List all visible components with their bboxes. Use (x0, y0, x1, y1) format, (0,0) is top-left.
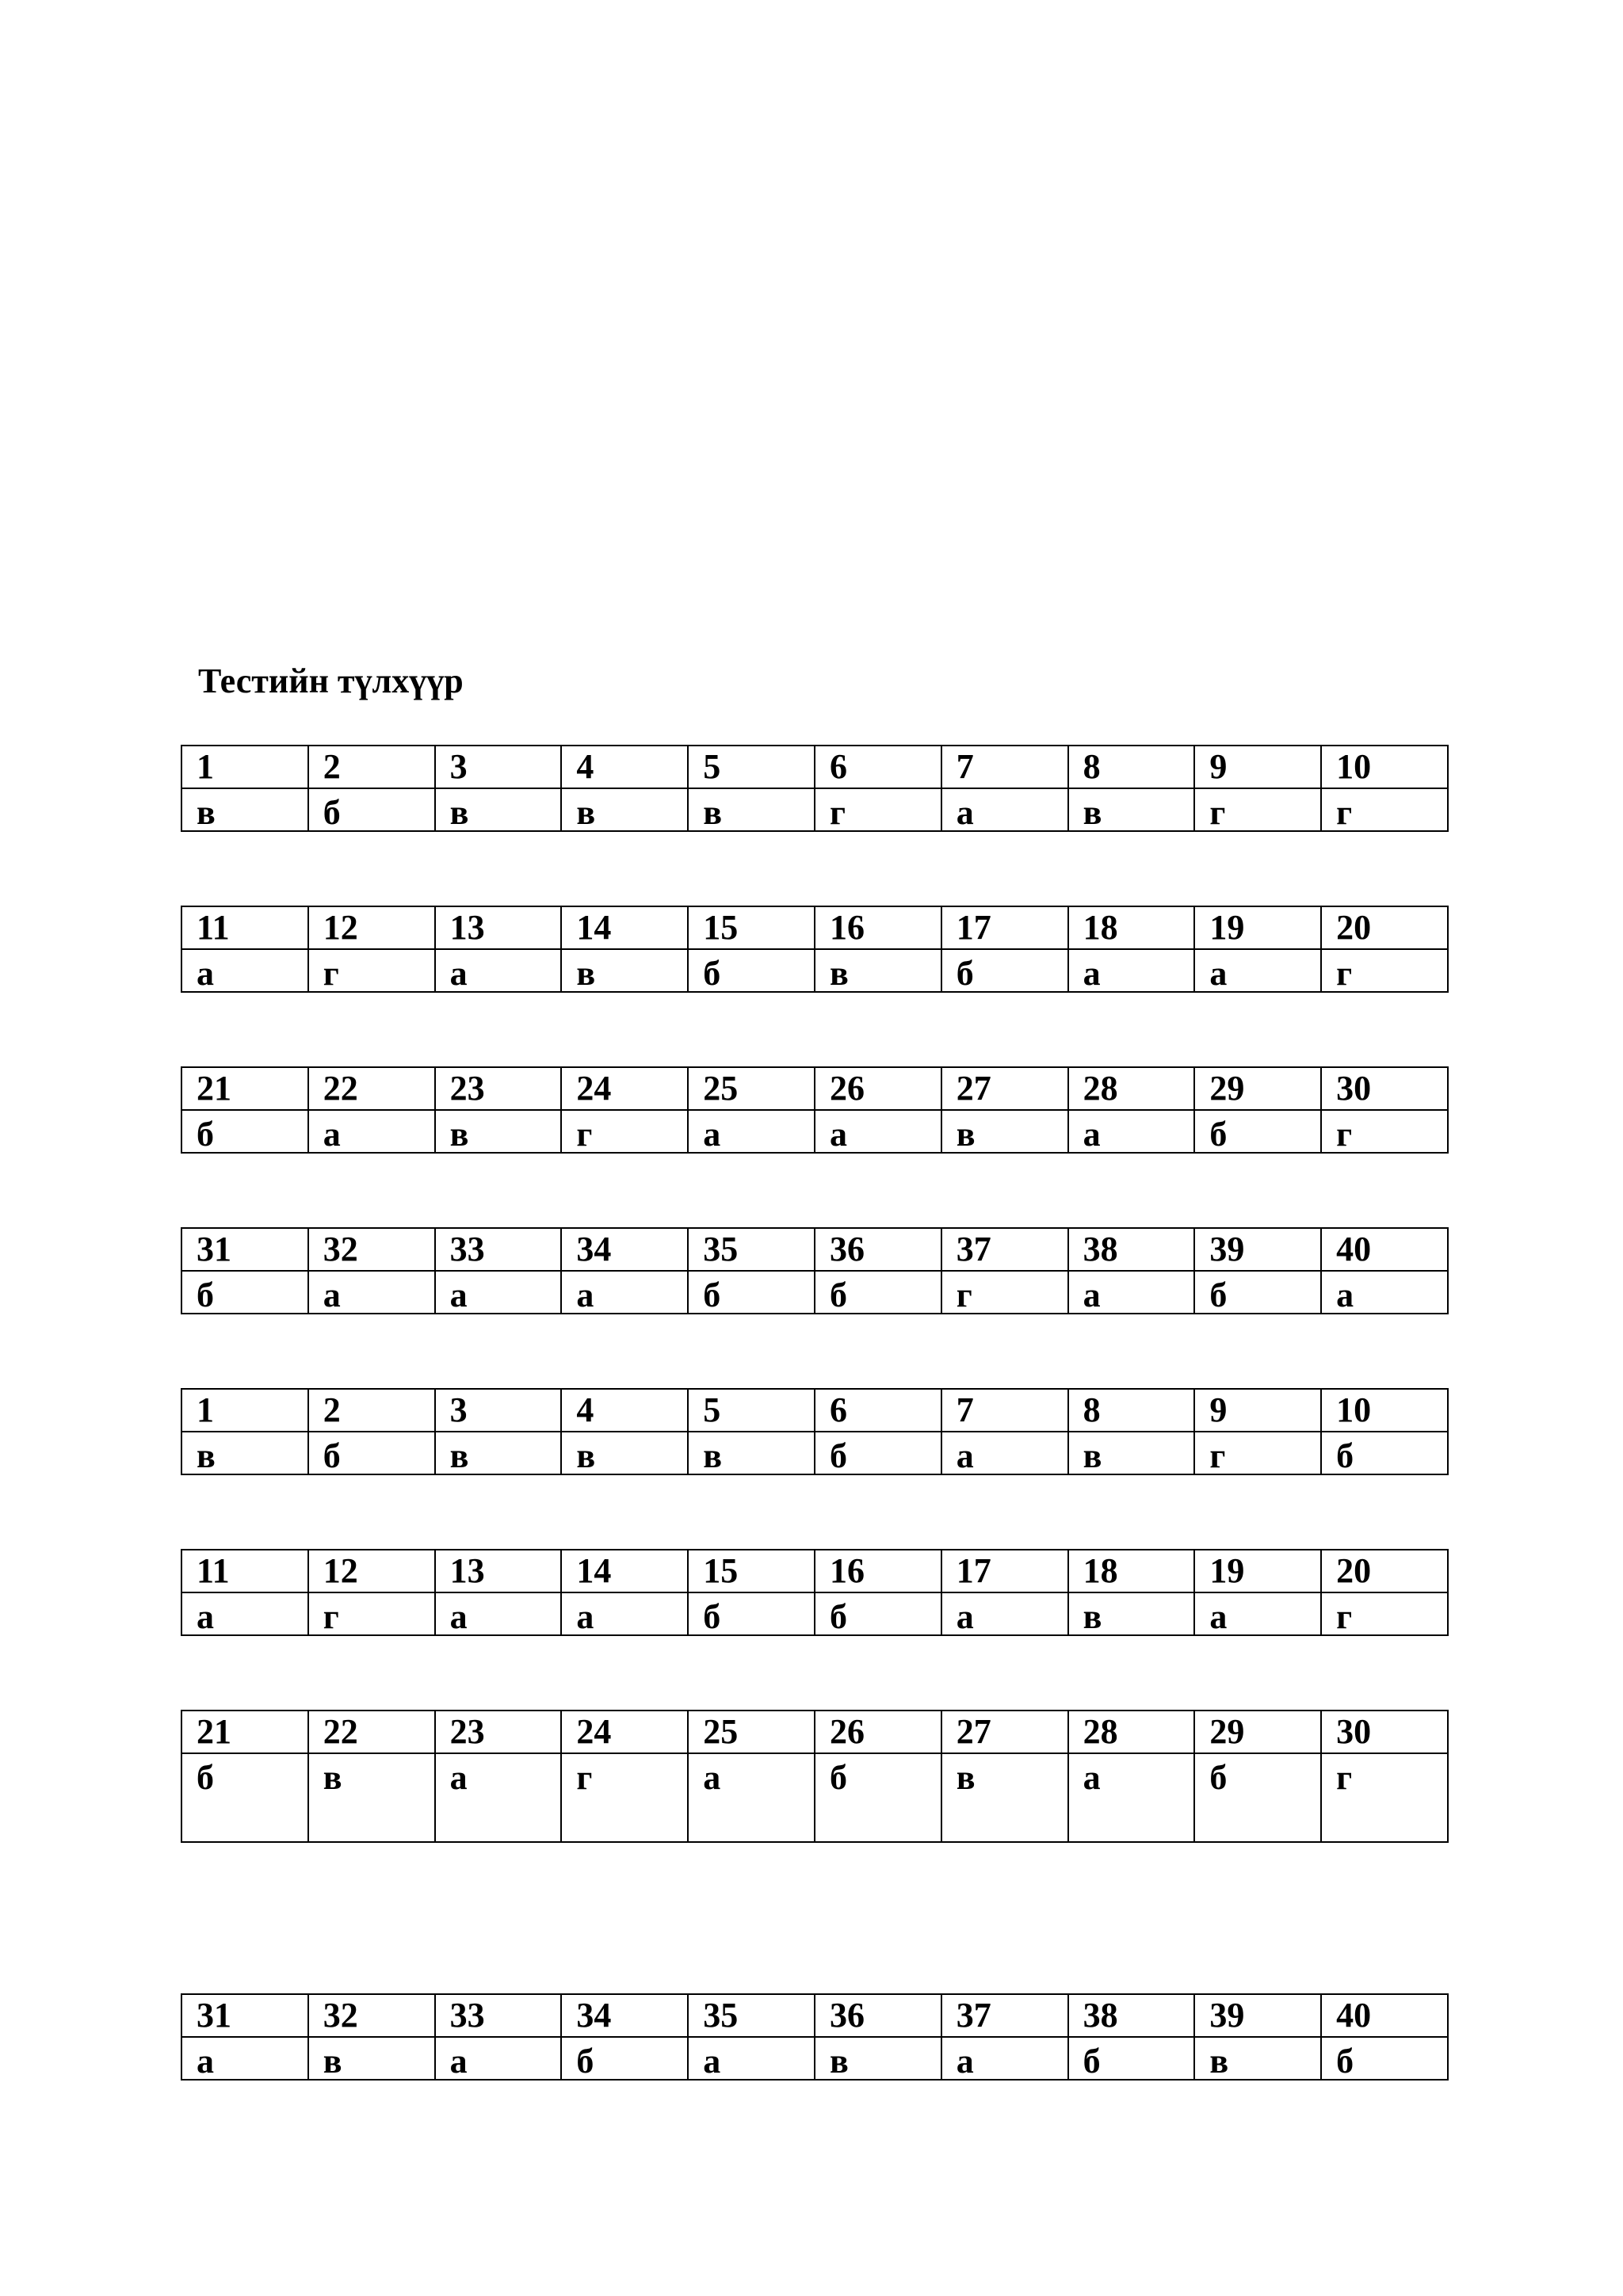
answer-cell: б (815, 1753, 941, 1842)
question-number-cell: 14 (561, 906, 688, 949)
answer-cell: г (1321, 1592, 1448, 1635)
question-number-cell: 1 (181, 1389, 308, 1432)
question-number-cell: 6 (815, 1389, 941, 1432)
question-number-row (181, 1228, 1448, 1271)
answer-cell: а (1321, 1271, 1448, 1314)
question-number-cell: 4 (561, 746, 688, 788)
answer-cell: в (941, 1753, 1068, 1842)
answer-cell: г (308, 949, 435, 992)
question-number-cell: 39 (1194, 1994, 1321, 2037)
question-number-row (181, 1389, 1448, 1432)
question-number-cell: 17 (941, 906, 1068, 949)
answer-cell: в (1194, 2037, 1321, 2080)
question-number-cell: 34 (561, 1994, 688, 2037)
question-number-cell: 23 (435, 1067, 562, 1110)
question-number-cell: 31 (181, 1228, 308, 1271)
answer-cell: а (688, 1753, 815, 1842)
answer-cell: а (941, 1432, 1068, 1474)
answer-row (181, 949, 1448, 992)
answer-cell: а (561, 1592, 688, 1635)
answer-cell: а (688, 1110, 815, 1153)
question-number-cell: 29 (1194, 1067, 1321, 1110)
answer-key-table (181, 1227, 1449, 1314)
answer-cell: б (1321, 1432, 1448, 1474)
question-number-cell: 21 (181, 1067, 308, 1110)
question-number-cell: 11 (181, 906, 308, 949)
question-number-cell: 32 (308, 1994, 435, 2037)
answer-cell: а (435, 1592, 562, 1635)
question-number-cell: 2 (308, 1389, 435, 1432)
answer-cell: в (688, 1432, 815, 1474)
answer-cell: г (1194, 1432, 1321, 1474)
answer-row (181, 788, 1448, 831)
answer-cell: в (688, 788, 815, 831)
question-number-cell: 38 (1068, 1994, 1195, 2037)
question-number-cell: 20 (1321, 906, 1448, 949)
question-number-cell: 39 (1194, 1228, 1321, 1271)
answer-cell: а (181, 2037, 308, 2080)
question-number-cell: 26 (815, 1067, 941, 1110)
answer-cell: а (941, 2037, 1068, 2080)
answer-cell: б (1194, 1110, 1321, 1153)
answer-cell: в (308, 1753, 435, 1842)
question-number-cell: 27 (941, 1711, 1068, 1753)
answer-cell: б (688, 1592, 815, 1635)
answer-cell: в (561, 788, 688, 831)
answer-cell: в (181, 788, 308, 831)
question-number-cell: 33 (435, 1994, 562, 2037)
answer-key-table (181, 1388, 1449, 1475)
answer-cell: в (435, 1110, 562, 1153)
question-number-cell: 38 (1068, 1228, 1195, 1271)
question-number-cell: 37 (941, 1994, 1068, 2037)
answer-key-table (181, 1993, 1449, 2081)
question-number-cell: 33 (435, 1228, 562, 1271)
question-number-cell: 11 (181, 1550, 308, 1592)
question-number-cell: 27 (941, 1067, 1068, 1110)
answer-cell: в (561, 949, 688, 992)
question-number-cell: 18 (1068, 906, 1195, 949)
answer-row (181, 1753, 1448, 1842)
question-number-cell: 25 (688, 1711, 815, 1753)
question-number-cell: 26 (815, 1711, 941, 1753)
answer-cell: б (181, 1110, 308, 1153)
answer-cell: а (1068, 1753, 1195, 1842)
answer-cell: г (1194, 788, 1321, 831)
answer-cell: а (1194, 1592, 1321, 1635)
question-number-cell: 25 (688, 1067, 815, 1110)
answer-cell: б (181, 1753, 308, 1842)
question-number-cell: 23 (435, 1711, 562, 1753)
answer-cell: а (435, 949, 562, 992)
question-number-row (181, 1711, 1448, 1753)
answer-cell: б (815, 1271, 941, 1314)
page-title: Тестийн түлхүүр (198, 662, 464, 700)
question-number-cell: 21 (181, 1711, 308, 1753)
answer-cell: б (1321, 2037, 1448, 2080)
question-number-row (181, 1067, 1448, 1110)
answer-cell: а (435, 1271, 562, 1314)
question-number-cell: 40 (1321, 1228, 1448, 1271)
answer-cell: а (308, 1110, 435, 1153)
answer-row (181, 1432, 1448, 1474)
answer-cell: г (1321, 1110, 1448, 1153)
question-number-cell: 2 (308, 746, 435, 788)
answer-cell: а (561, 1271, 688, 1314)
answer-cell: б (815, 1592, 941, 1635)
question-number-cell: 18 (1068, 1550, 1195, 1592)
answer-cell: б (1194, 1753, 1321, 1842)
answer-cell: а (181, 949, 308, 992)
question-number-cell: 7 (941, 1389, 1068, 1432)
question-number-cell: 37 (941, 1228, 1068, 1271)
question-number-cell: 16 (815, 1550, 941, 1592)
answer-cell: в (815, 2037, 941, 2080)
question-number-cell: 19 (1194, 1550, 1321, 1592)
answer-cell: г (561, 1110, 688, 1153)
question-number-row (181, 906, 1448, 949)
question-number-cell: 28 (1068, 1067, 1195, 1110)
answer-key-table (181, 745, 1449, 832)
answer-cell: а (1068, 949, 1195, 992)
answer-cell: б (561, 2037, 688, 2080)
answer-cell: г (1321, 949, 1448, 992)
question-number-cell: 28 (1068, 1711, 1195, 1753)
answer-cell: а (1068, 1110, 1195, 1153)
answer-row (181, 1110, 1448, 1153)
answer-cell: б (1194, 1271, 1321, 1314)
answer-cell: а (688, 2037, 815, 2080)
answer-cell: в (1068, 1592, 1195, 1635)
answer-cell: б (688, 1271, 815, 1314)
question-number-cell: 8 (1068, 1389, 1195, 1432)
answer-cell: а (1194, 949, 1321, 992)
question-number-cell: 22 (308, 1711, 435, 1753)
answer-cell: а (941, 1592, 1068, 1635)
question-number-cell: 31 (181, 1994, 308, 2037)
answer-cell: а (1068, 1271, 1195, 1314)
question-number-cell: 30 (1321, 1067, 1448, 1110)
question-number-row (181, 1550, 1448, 1592)
answer-cell: б (815, 1432, 941, 1474)
question-number-cell: 30 (1321, 1711, 1448, 1753)
question-number-cell: 7 (941, 746, 1068, 788)
question-number-cell: 35 (688, 1228, 815, 1271)
question-number-cell: 1 (181, 746, 308, 788)
answer-cell: в (1068, 788, 1195, 831)
question-number-cell: 10 (1321, 746, 1448, 788)
question-number-cell: 35 (688, 1994, 815, 2037)
answer-key-table (181, 1549, 1449, 1636)
question-number-cell: 24 (561, 1711, 688, 1753)
answer-cell: б (308, 788, 435, 831)
answer-cell: а (181, 1592, 308, 1635)
answer-cell: б (308, 1432, 435, 1474)
answer-cell: г (1321, 788, 1448, 831)
answer-cell: г (815, 788, 941, 831)
answer-row (181, 1271, 1448, 1314)
answer-cell: в (815, 949, 941, 992)
question-number-cell: 5 (688, 1389, 815, 1432)
answer-key-table (181, 1710, 1449, 1843)
question-number-cell: 32 (308, 1228, 435, 1271)
answer-cell: б (181, 1271, 308, 1314)
question-number-cell: 36 (815, 1228, 941, 1271)
answer-cell: а (308, 1271, 435, 1314)
question-number-cell: 8 (1068, 746, 1195, 788)
question-number-row (181, 1994, 1448, 2037)
question-number-cell: 19 (1194, 906, 1321, 949)
answer-cell: г (941, 1271, 1068, 1314)
question-number-cell: 15 (688, 906, 815, 949)
answer-key-table (181, 906, 1449, 993)
question-number-cell: 20 (1321, 1550, 1448, 1592)
answer-cell: в (435, 1432, 562, 1474)
answer-cell: а (435, 2037, 562, 2080)
question-number-row (181, 746, 1448, 788)
answer-cell: г (308, 1592, 435, 1635)
answer-cell: г (561, 1753, 688, 1842)
question-number-cell: 5 (688, 746, 815, 788)
question-number-cell: 29 (1194, 1711, 1321, 1753)
question-number-cell: 34 (561, 1228, 688, 1271)
answer-cell: в (1068, 1432, 1195, 1474)
answer-key-table (181, 1066, 1449, 1154)
answer-cell: в (941, 1110, 1068, 1153)
answer-cell: в (308, 2037, 435, 2080)
question-number-cell: 14 (561, 1550, 688, 1592)
answer-cell: в (435, 788, 562, 831)
answer-cell: б (688, 949, 815, 992)
answer-cell: г (1321, 1753, 1448, 1842)
question-number-cell: 16 (815, 906, 941, 949)
question-number-cell: 24 (561, 1067, 688, 1110)
question-number-cell: 22 (308, 1067, 435, 1110)
question-number-cell: 40 (1321, 1994, 1448, 2037)
question-number-cell: 9 (1194, 1389, 1321, 1432)
answer-cell: б (941, 949, 1068, 992)
question-number-cell: 12 (308, 906, 435, 949)
question-number-cell: 15 (688, 1550, 815, 1592)
question-number-cell: 17 (941, 1550, 1068, 1592)
question-number-cell: 6 (815, 746, 941, 788)
question-number-cell: 4 (561, 1389, 688, 1432)
answer-cell: а (815, 1110, 941, 1153)
answer-cell: в (561, 1432, 688, 1474)
question-number-cell: 13 (435, 906, 562, 949)
question-number-cell: 3 (435, 746, 562, 788)
question-number-cell: 13 (435, 1550, 562, 1592)
question-number-cell: 10 (1321, 1389, 1448, 1432)
question-number-cell: 3 (435, 1389, 562, 1432)
answer-row (181, 2037, 1448, 2080)
answer-cell: б (1068, 2037, 1195, 2080)
answer-cell: а (435, 1753, 562, 1842)
answer-row (181, 1592, 1448, 1635)
answer-cell: а (941, 788, 1068, 831)
question-number-cell: 12 (308, 1550, 435, 1592)
answer-cell: в (181, 1432, 308, 1474)
question-number-cell: 9 (1194, 746, 1321, 788)
question-number-cell: 36 (815, 1994, 941, 2037)
